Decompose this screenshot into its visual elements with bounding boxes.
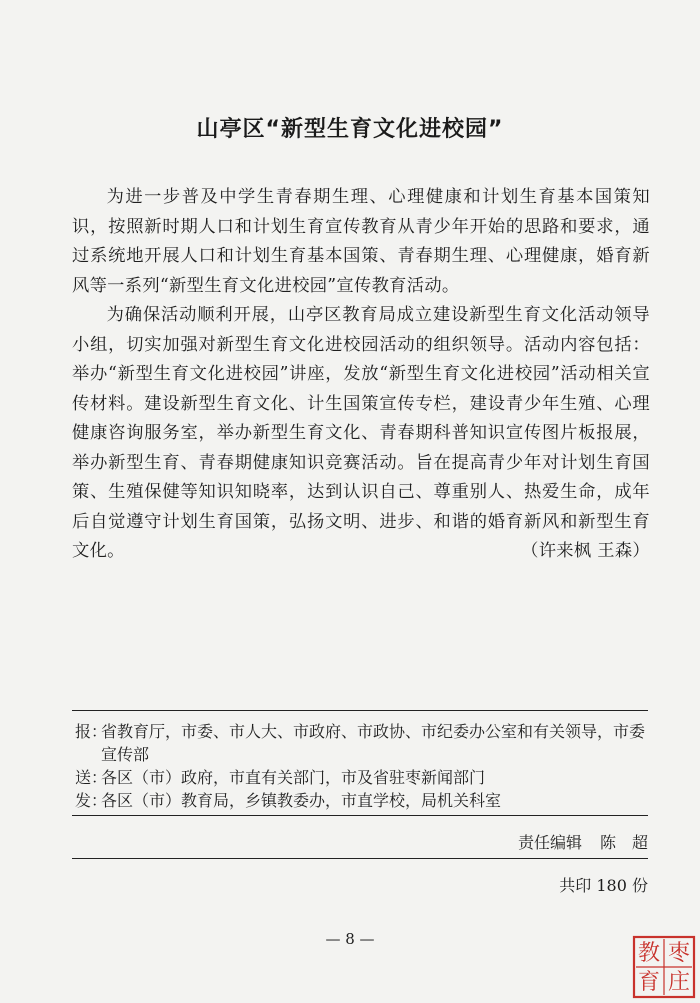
distribution-head: 发： [75, 791, 108, 810]
distribution-text: 各区（市）教育局，乡镇教委办，市直学校，局机关科室 [101, 791, 502, 810]
document-title: 山亭区“新型生育文化进校园” [196, 117, 504, 142]
bottom-divider [72, 858, 648, 859]
distribution-row-send [75, 766, 650, 789]
editor-name: 陈 超 [599, 833, 648, 852]
seal-char-1: 枣 [667, 941, 691, 966]
paragraph-1: 为进一步普及中学生青春期生理、心理健康和计划生育基本国策知识，按照新时期人口和计划生育宣传教育从青少年开始的思路和要求，通过系统地开展人口和计划生育基本国策、青春期生理、心理健康，婚育新风等一系列“新型生育文化进校园”宣传教育活动。 [72, 187, 650, 296]
distribution-text: 省教育厅，市委、市人大、市政府、市政协、市纪委办公室和有关领导，市委宣传部 [101, 722, 646, 764]
distribution-text: 各区（市）政府，市直有关部门，市及省驻枣新闻部门 [101, 768, 486, 787]
paragraph-2-text: 为确保活动顺利开展，山亭区教育局成立建设新型生育文化活动领导小组，切实加强对新型生育文化进校园活动的组织领导。活动内容包括：举办“新型生育文化进校园”讲座，发放“新型生育文化进校园”活动相关宣传材料。建设新型生育文化、计生国策宣传专栏，建设青少年生殖、心理健康咨询服务室，举办新型生育文化、青春期科普知识宣传图片板报展，举办新型生育、青春期健康知识竞赛活动。旨在提高青少年对计划生育国策、生殖保健等知识知晓率，达到认识自己、尊重别人、热爱生命，成年后自觉遵守计划生育国策，弘扬文明、进步、和谐的婚育新风和新型生育文化。 [72, 305, 650, 561]
distribution-row-report [75, 720, 650, 766]
top-divider [72, 710, 648, 711]
page-number: — 8 — [325, 930, 375, 948]
middle-divider [72, 815, 648, 816]
editor-label: 责任编辑 [517, 833, 582, 852]
distribution-head: 报： [75, 722, 108, 741]
seal-char-3: 教 [637, 941, 661, 966]
article-body [72, 183, 650, 567]
distribution-list [75, 720, 650, 812]
distribution-head: 送： [75, 768, 108, 787]
paragraph-2 [72, 301, 650, 567]
distribution-row-issue [75, 789, 650, 812]
print-count: 共印 180 份 [559, 876, 648, 895]
seal-char-2: 庄 [667, 970, 691, 995]
seal-stamp [632, 935, 696, 999]
author-credit: （许来枫 王森） [521, 541, 650, 561]
editor-line [518, 830, 648, 853]
seal-char-4: 育 [637, 970, 661, 995]
